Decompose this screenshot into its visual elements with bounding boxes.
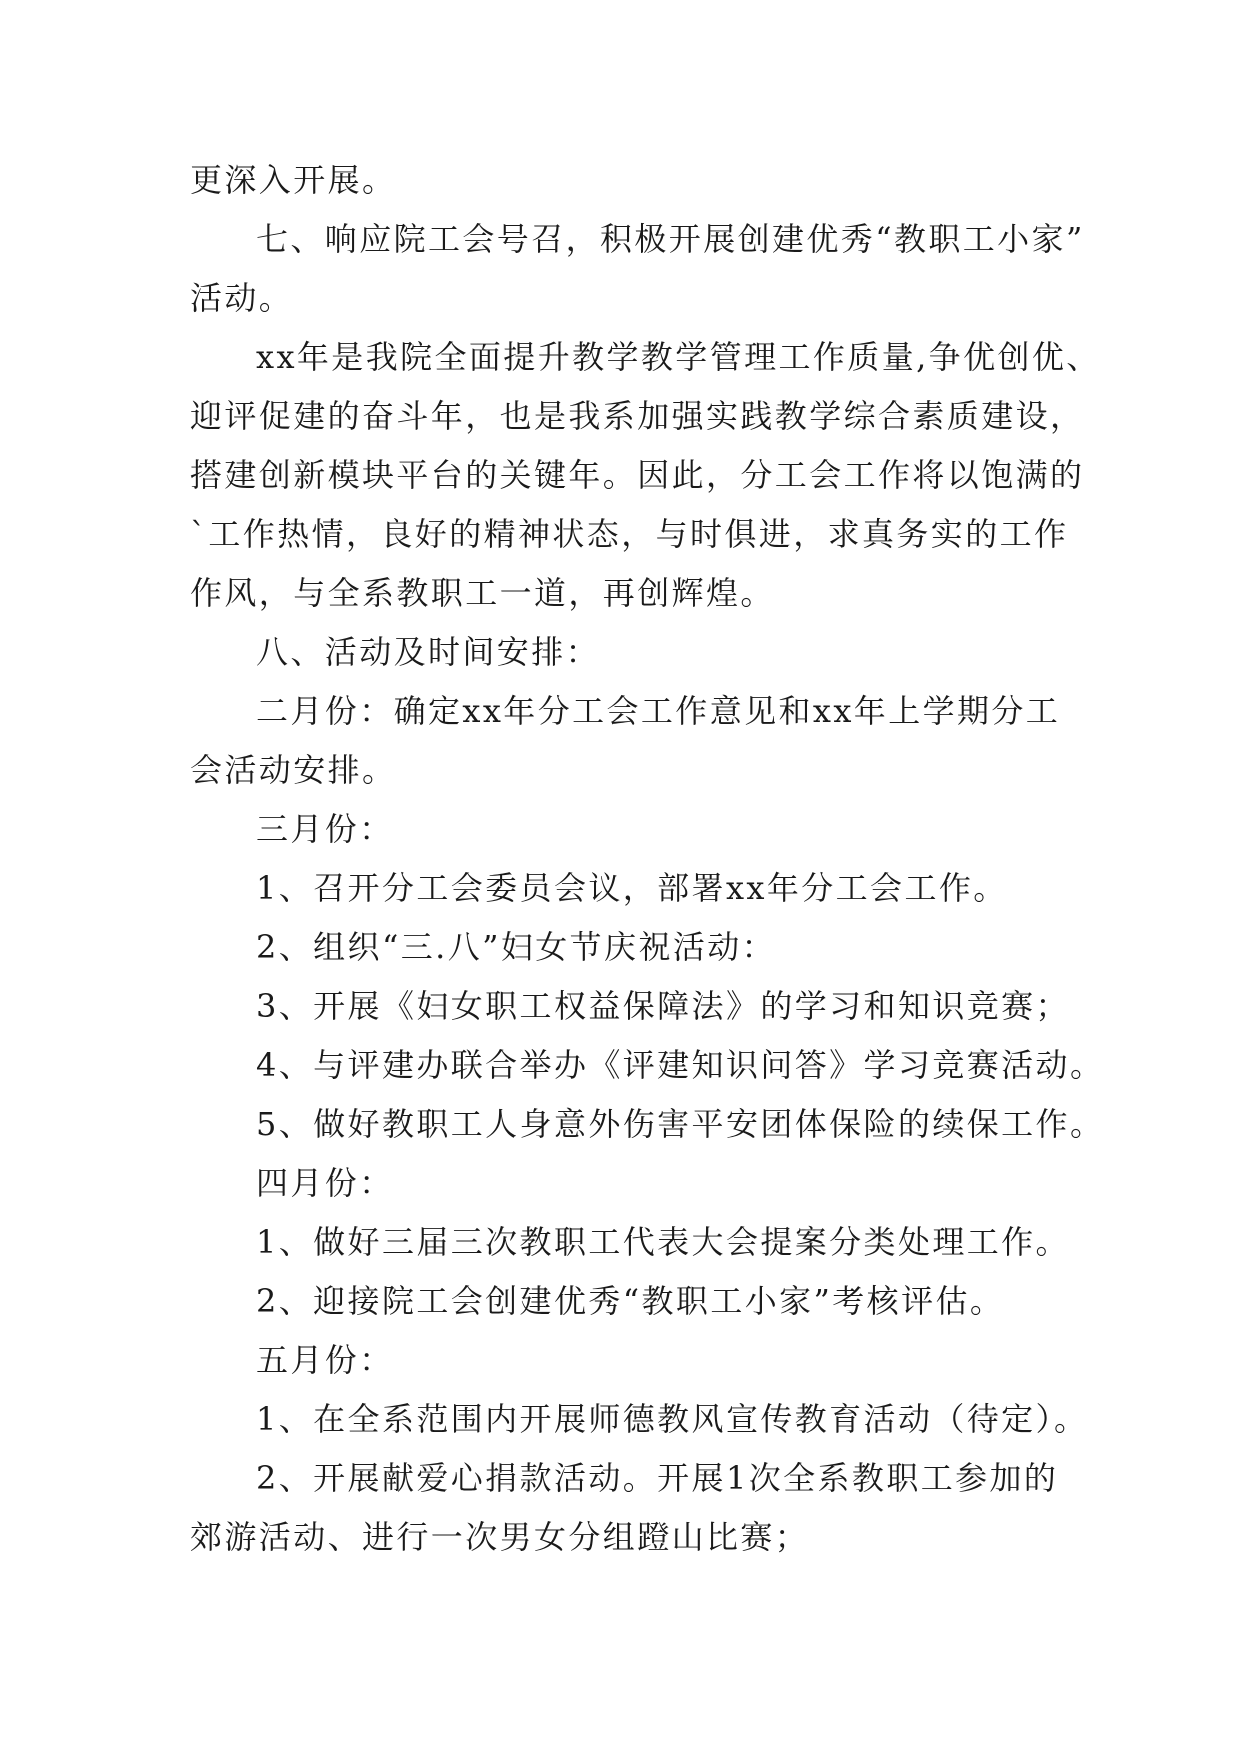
text-line: 五月份：: [256, 1341, 394, 1379]
text-line: 四月份：: [256, 1164, 394, 1202]
text-line: 1、做好三届三次教职工代表大会提案分类处理工作。: [256, 1223, 1070, 1261]
text-line: 作风，与全系教职工一道，再创辉煌。: [190, 574, 775, 612]
text-line: 会活动安排。: [190, 751, 397, 789]
text-line: 三月份：: [256, 810, 394, 848]
text-line: 八、活动及时间安排：: [256, 633, 601, 671]
text-line: 迎评促建的奋斗年，也是我系加强实践教学综合素质建设，: [190, 397, 1085, 435]
text-line: 1、召开分工会委员会议，部署xx年分工会工作。: [256, 869, 1008, 907]
text-line: 1、在全系范围内开展师德教风宣传教育活动（待定）。: [256, 1400, 1089, 1438]
text-line: 2、迎接院工会创建优秀“教职工小家”考核评估。: [256, 1282, 1005, 1320]
text-line: 2、开展献爱心捐款活动。开展1次全系教职工参加的: [256, 1459, 1059, 1497]
text-line: 3、开展《妇女职工权益保障法》的学习和知识竞赛；: [256, 987, 1070, 1025]
text-line: `工作热情，良好的精神状态，与时俱进，求真务实的工作: [190, 515, 1069, 553]
text-line: 搭建创新模块平台的关键年。因此，分工会工作将以饱满的: [190, 456, 1085, 494]
text-line: 2、组织“三.八”妇女节庆祝活动：: [256, 928, 777, 966]
text-line: 5、做好教职工人身意外伤害平安团体保险的续保工作。: [256, 1105, 1105, 1143]
text-line: xx年是我院全面提升教学教学管理工作质量,争优创优、: [256, 338, 1101, 376]
text-line: 郊游活动、进行一次男女分组蹬山比赛；: [190, 1518, 810, 1556]
text-line: 活动。: [190, 279, 294, 317]
text-line: 七、响应院工会号召，积极开展创建优秀“教职工小家”: [256, 220, 1085, 258]
text-line: 更深入开展。: [190, 161, 397, 199]
text-line: 二月份：确定xx年分工会工作意见和xx年上学期分工: [256, 692, 1061, 730]
text-line: 4、与评建办联合举办《评建知识问答》学习竞赛活动。: [256, 1046, 1105, 1084]
